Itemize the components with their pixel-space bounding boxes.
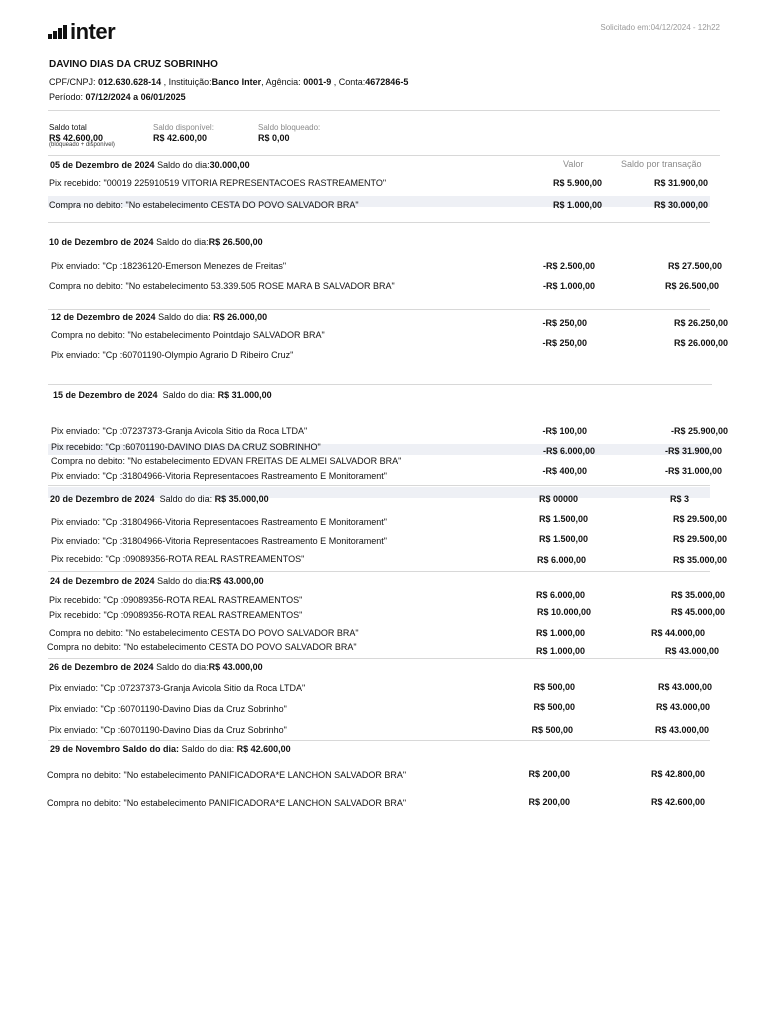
transaction-balance: R$ 35.000,00 bbox=[672, 555, 727, 565]
transaction-value: -R$ 400,00 bbox=[542, 466, 587, 476]
transaction-balance: R$ 44.000,00 bbox=[650, 628, 705, 638]
divider bbox=[48, 740, 710, 741]
day-header: 20 de Dezembro de 2024 Saldo do dia: R$ 35.000,00 bbox=[50, 494, 269, 504]
agency-label: , Agência: bbox=[261, 77, 301, 87]
transaction-balance: R$ 29.500,00 bbox=[672, 534, 727, 544]
day-header: 15 de Dezembro de 2024 Saldo do dia: R$ 31.000,00 bbox=[53, 390, 272, 400]
transaction-value: R$ 1.000,00 bbox=[535, 646, 585, 656]
transaction-value: R$ 1.500,00 bbox=[538, 514, 588, 524]
available-balance-value: R$ 42.600,00 bbox=[153, 133, 208, 143]
transaction-description: Compra no debito: "No estabelecimento CESTA DO POVO SALVADOR BRA" bbox=[47, 642, 357, 652]
inter-logo-icon bbox=[48, 25, 68, 39]
divider bbox=[48, 155, 720, 156]
transaction-balance: R$ 27.500,00 bbox=[667, 261, 722, 271]
transaction-balance: -R$ 31.000,00 bbox=[664, 466, 722, 476]
day-header: 12 de Dezembro de 2024 Saldo do dia: R$ 26.000,00 bbox=[51, 312, 268, 322]
transaction-balance: R$ 29.500,00 bbox=[672, 514, 727, 524]
transaction-value: R$ 10.000,00 bbox=[536, 607, 591, 617]
transaction-value: -R$ 250,00 bbox=[542, 338, 587, 348]
transaction-description: Compra no debito: "No estabelecimento Pointdajo SALVADOR BRA" bbox=[51, 330, 325, 340]
transaction-balance: R$ 3 bbox=[669, 494, 689, 504]
transaction-value: R$ 1.000,00 bbox=[535, 628, 585, 638]
total-balance-label: Saldo total bbox=[49, 123, 87, 132]
account-label: , Conta: bbox=[333, 77, 366, 87]
transaction-description: Pix recebido: "Cp :09089356-ROTA REAL RASTREAMENTOS" bbox=[51, 554, 305, 564]
transaction-value: R$ 200,00 bbox=[528, 797, 570, 807]
transaction-balance: R$ 26.000,00 bbox=[673, 338, 728, 348]
transaction-value: R$ 500,00 bbox=[533, 682, 575, 692]
blocked-balance-label: Saldo bloqueado: bbox=[258, 123, 321, 132]
blocked-balance-value: R$ 0,00 bbox=[258, 133, 290, 143]
transaction-description: Pix enviado: "Cp :18236120-Emerson Menezes de Freitas" bbox=[51, 261, 287, 271]
transaction-balance: R$ 43.000,00 bbox=[655, 702, 710, 712]
transaction-description: Pix enviado: "Cp :31804966-Vitoria Representacoes Rastreamento E Monitorament" bbox=[51, 536, 387, 546]
total-balance-value: R$ 42.600,00 bbox=[49, 133, 104, 143]
cpf-value: 012.630.628-14 bbox=[98, 77, 162, 87]
transaction-description: Pix enviado: "Cp :07237373-Granja Avicola Sitio da Roca LTDA" bbox=[49, 683, 306, 693]
transaction-description: Pix enviado: "Cp :60701190-Olympio Agrario D Ribeiro Cruz" bbox=[51, 350, 294, 360]
transaction-value: -R$ 1.000,00 bbox=[542, 281, 595, 291]
balance-column-header: Saldo por transação bbox=[621, 159, 702, 169]
transaction-value: R$ 6.000,00 bbox=[535, 590, 585, 600]
transaction-balance: R$ 26.250,00 bbox=[673, 318, 728, 328]
divider bbox=[48, 571, 710, 572]
transaction-value: R$ 500,00 bbox=[533, 702, 575, 712]
divider bbox=[48, 309, 710, 310]
transaction-balance: -R$ 31.900,00 bbox=[664, 446, 722, 456]
transaction-description: Pix enviado: "Cp :07237373-Granja Avicola Sitio da Roca LTDA" bbox=[51, 426, 308, 436]
divider bbox=[48, 110, 720, 111]
transaction-description: Pix recebido: "Cp :09089356-ROTA REAL RASTREAMENTOS" bbox=[49, 595, 303, 605]
divider bbox=[48, 658, 710, 659]
period bbox=[49, 92, 186, 102]
transaction-description: Compra no debito: "No estabelecimento 53.339.505 ROSE MARA B SALVADOR BRA" bbox=[49, 281, 395, 291]
day-header: 10 de Dezembro de 2024 Saldo do dia:R$ 26.500,00 bbox=[49, 237, 263, 247]
inter-logo bbox=[48, 21, 115, 43]
account-info bbox=[49, 77, 408, 87]
institution-value: Banco Inter bbox=[211, 77, 262, 87]
transaction-description: Pix enviado: "Cp :60701190-Davino Dias da Cruz Sobrinho" bbox=[49, 725, 287, 735]
transaction-description: Pix enviado: "Cp :31804966-Vitoria Representacoes Rastreamento E Monitorament" bbox=[51, 471, 387, 481]
transaction-balance: R$ 35.000,00 bbox=[670, 590, 725, 600]
institution-label: , Instituição: bbox=[163, 77, 212, 87]
transaction-description: Compra no debito: "No estabelecimento CESTA DO POVO SALVADOR BRA" bbox=[49, 200, 359, 210]
transaction-value: R$ 1.000,00 bbox=[552, 200, 602, 210]
day-header: 24 de Dezembro de 2024 Saldo do dia:R$ 43.000,00 bbox=[50, 576, 264, 586]
transaction-value: R$ 6.000,00 bbox=[536, 555, 586, 565]
account-value: 4672846-5 bbox=[365, 77, 409, 87]
value-column-header: Valor bbox=[563, 159, 584, 169]
divider bbox=[48, 222, 710, 223]
transaction-balance: -R$ 25.900,00 bbox=[670, 426, 728, 436]
transaction-value: R$ 1.500,00 bbox=[538, 534, 588, 544]
requested-date: Solicitado em:04/12/2024 - 12h22 bbox=[600, 23, 720, 32]
transaction-balance: R$ 31.900,00 bbox=[653, 178, 708, 188]
transaction-value: R$ 200,00 bbox=[528, 769, 570, 779]
transaction-description: Pix recebido: "00019 225910519 VITORIA REPRESENTACOES RASTREAMENTO" bbox=[49, 178, 387, 188]
transaction-balance: R$ 43.000,00 bbox=[664, 646, 719, 656]
agency-value: 0001-9 bbox=[303, 77, 332, 87]
day-header: 29 de Novembro Saldo do dia: Saldo do dia: R$ 42.600,00 bbox=[50, 744, 291, 754]
account-holder-name: DAVINO DIAS DA CRUZ SOBRINHO bbox=[49, 59, 218, 70]
transaction-description: Compra no debito: "No estabelecimento PANIFICADORA*E LANCHON SALVADOR BRA" bbox=[47, 770, 407, 780]
total-balance-note: (bloqueado + disponível) bbox=[49, 142, 115, 148]
transaction-value: -R$ 6.000,00 bbox=[542, 446, 595, 456]
transaction-balance: R$ 42.600,00 bbox=[650, 797, 705, 807]
available-balance-label: Saldo disponível: bbox=[153, 123, 214, 132]
transaction-balance: R$ 43.000,00 bbox=[654, 725, 709, 735]
transaction-value: -R$ 2.500,00 bbox=[542, 261, 595, 271]
transaction-description: Compra no debito: "No estabelecimento EDVAN FREITAS DE ALMEI SALVADOR BRA" bbox=[51, 456, 402, 466]
transaction-description: Pix enviado: "Cp :60701190-Davino Dias da Cruz Sobrinho" bbox=[49, 704, 287, 714]
transaction-balance: R$ 30.000,00 bbox=[653, 200, 708, 210]
transaction-value: R$ 5.900,00 bbox=[552, 178, 602, 188]
transaction-description: Compra no debito: "No estabelecimento CESTA DO POVO SALVADOR BRA" bbox=[49, 628, 359, 638]
divider bbox=[48, 485, 710, 486]
transaction-balance: R$ 42.800,00 bbox=[650, 769, 705, 779]
transaction-description: Pix recebido: "Cp :09089356-ROTA REAL RASTREAMENTOS" bbox=[49, 610, 303, 620]
transaction-balance: R$ 26.500,00 bbox=[664, 281, 719, 291]
period-value: 07/12/2024 a 06/01/2025 bbox=[85, 92, 186, 102]
transaction-description: Pix recebido: "Cp :60701190-DAVINO DIAS DA CRUZ SOBRINHO" bbox=[51, 442, 321, 452]
period-label: Período: bbox=[49, 92, 84, 102]
transaction-description: Compra no debito: "No estabelecimento PANIFICADORA*E LANCHON SALVADOR BRA" bbox=[47, 798, 407, 808]
transaction-value: R$ 00000 bbox=[538, 494, 578, 504]
transaction-value: R$ 500,00 bbox=[531, 725, 573, 735]
transaction-description: Pix enviado: "Cp :31804966-Vitoria Representacoes Rastreamento E Monitorament" bbox=[51, 517, 387, 527]
cpf-label: CPF/CNPJ: bbox=[49, 77, 96, 87]
transaction-value: -R$ 100,00 bbox=[542, 426, 587, 436]
transaction-balance: R$ 45.000,00 bbox=[670, 607, 725, 617]
divider bbox=[48, 384, 712, 385]
transaction-balance: R$ 43.000,00 bbox=[657, 682, 712, 692]
logo-text: inter bbox=[70, 19, 116, 44]
day-header: 26 de Dezembro de 2024 Saldo do dia:R$ 43.000,00 bbox=[49, 662, 263, 672]
transaction-value: -R$ 250,00 bbox=[542, 318, 587, 328]
day-header: 05 de Dezembro de 2024 Saldo do dia:30.000,00 bbox=[50, 160, 250, 170]
